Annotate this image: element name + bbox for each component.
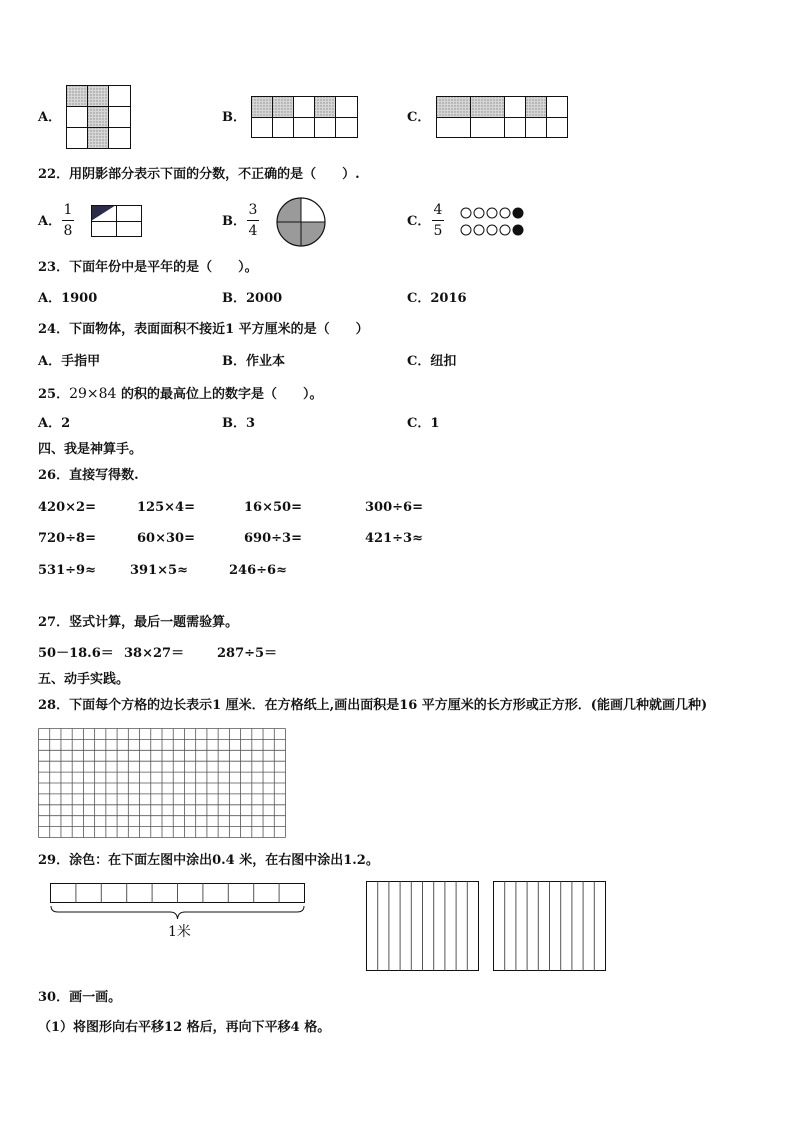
- q22-option-c-circles: [460, 206, 534, 238]
- q29-left-strips[interactable]: [366, 881, 479, 971]
- q27-question: 27．竖式计算，最后一题需验算。: [38, 615, 239, 630]
- q22-option-b-label: B．: [222, 214, 246, 229]
- q25-question-text: 的积的最高位上的数字是（ ）。: [120, 387, 323, 402]
- q23-option-a: A．1900: [38, 291, 98, 306]
- q27-problem: 38×27＝: [124, 646, 185, 661]
- q25-expression: 29×84: [69, 386, 117, 402]
- q24-option-c: C．纽扣: [407, 354, 457, 369]
- section-5-title: 五、动手实践。: [38, 672, 130, 687]
- q22-option-c-label: C．: [407, 214, 431, 229]
- q25-number: 25．: [38, 387, 70, 402]
- q29-right-strips[interactable]: [493, 881, 606, 971]
- q28-question: 28．下面每个方格的边长表示1 厘米．在方格纸上,画出面积是16 平方厘米的长方形或正方形．(能画几种就画几种): [38, 698, 708, 713]
- q28-square-grid[interactable]: [38, 728, 286, 838]
- q24-option-a: A．手指甲: [38, 354, 101, 369]
- brace: [51, 906, 304, 919]
- q26-problem: 421÷3≈: [365, 531, 423, 546]
- q22-question: 22．用阴影部分表示下面的分数，不正确的是（ ）.: [38, 167, 360, 182]
- fraction-denominator: 8: [63, 223, 73, 239]
- q30-subquestion-1: （1）将图形向右平移12 格后，再向下平移4 格。: [38, 1020, 331, 1035]
- q21-option-a-grid: [66, 85, 132, 150]
- q29-meter-strip[interactable]: [50, 883, 306, 923]
- q21-option-a-label: A．: [38, 110, 62, 125]
- q26-problem: 300÷6=: [365, 500, 423, 515]
- fraction-denominator: 5: [433, 223, 443, 239]
- section-4-title: 四、我是神算手。: [38, 442, 143, 457]
- q26-problem: 16×50=: [244, 500, 302, 515]
- q21-option-c-grid: [436, 96, 569, 139]
- q26-problem: 60×30=: [137, 531, 195, 546]
- q24-question: 24．下面物体，表面面积不接近1 平方厘米的是（ ）: [38, 322, 369, 337]
- fraction-bar: [62, 220, 74, 221]
- q21-option-b-grid: [251, 96, 359, 139]
- fraction-bar: [432, 220, 444, 221]
- q23-option-b: B．2000: [222, 291, 283, 306]
- q26-problem: 420×2=: [38, 500, 96, 515]
- q25-option-b: B．3: [222, 416, 256, 431]
- q22-option-a-label: A．: [38, 214, 62, 229]
- fraction-denominator: 4: [248, 223, 258, 239]
- q29-ruler-label: 1米: [168, 924, 191, 940]
- q26-problem: 690÷3=: [244, 531, 302, 546]
- q27-problem: 50－18.6＝: [38, 646, 114, 661]
- q22-option-b-fraction: [247, 202, 259, 239]
- q26-problem: 125×4=: [137, 500, 195, 515]
- q24-option-b: B．作业本: [222, 354, 285, 369]
- fraction-numerator: 1: [63, 202, 73, 218]
- fraction-bar: [247, 220, 259, 221]
- q21-option-c-label: C．: [407, 110, 431, 125]
- q23-question: 23．下面年份中是平年的是（ ）。: [38, 260, 258, 275]
- q26-question: 26．直接写得数.: [38, 468, 139, 483]
- q27-problem: 287÷5＝: [217, 646, 278, 661]
- q22-option-a-fraction: [62, 202, 74, 239]
- q26-problem: 391×5≈: [130, 563, 188, 578]
- q26-problem: 720÷8=: [38, 531, 96, 546]
- fraction-numerator: 4: [433, 202, 443, 218]
- q23-option-c: C．2016: [407, 291, 467, 306]
- q25-question: [38, 386, 323, 403]
- fraction-numerator: 3: [248, 202, 258, 218]
- q29-question: 29．涂色：在下面左图中涂出0.4 米，在右图中涂出1.2。: [38, 853, 379, 868]
- q25-option-a: A．2: [38, 416, 71, 431]
- q26-problem: 531÷9≈: [38, 563, 96, 578]
- q22-option-b-pie: [276, 197, 326, 247]
- q21-option-b-label: B．: [222, 110, 246, 125]
- q30-question: 30．画一画。: [38, 990, 122, 1005]
- q26-problem: 246÷6≈: [229, 563, 287, 578]
- q22-option-c-fraction: [432, 202, 444, 239]
- q22-option-a-figure: [91, 205, 143, 238]
- q25-option-c: C．1: [407, 416, 440, 431]
